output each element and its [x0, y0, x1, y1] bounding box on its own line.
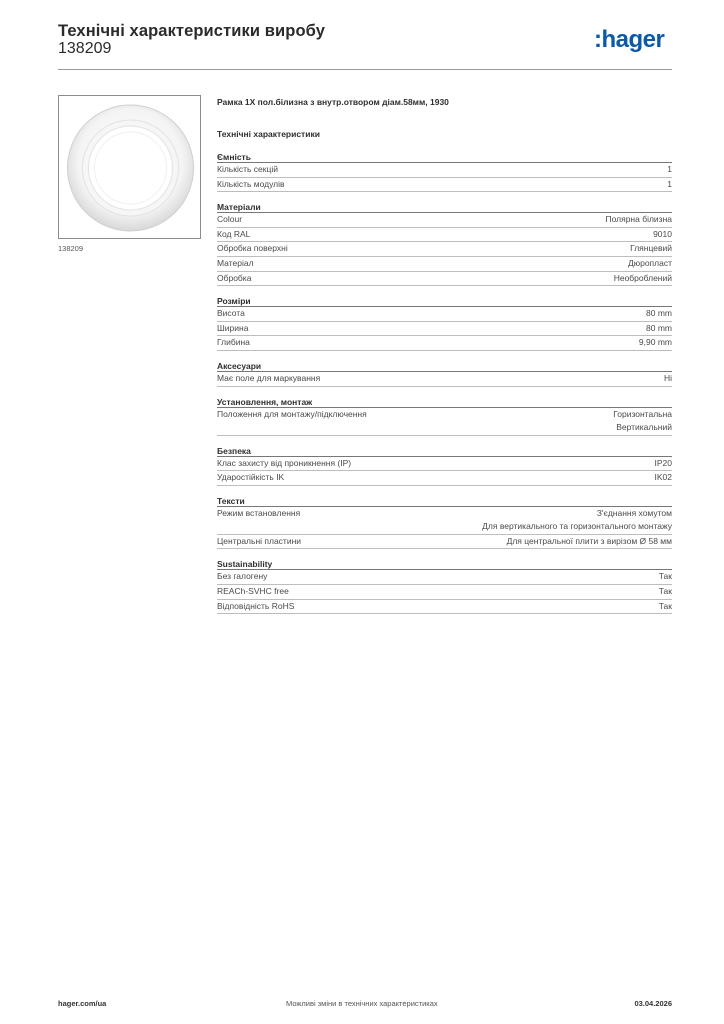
spec-value-line: Для центральної плити з вирізом Ø 58 мм [506, 535, 672, 546]
spec-value-line: 1 [667, 178, 672, 189]
spec-value-line: 9,90 mm [638, 337, 672, 348]
spec-value-line: 80 mm [646, 308, 672, 319]
spec-label: Обробка [217, 272, 252, 283]
spec-value-line: Для вертикального та горизонтального монтажу [482, 521, 672, 532]
spec-section [217, 558, 672, 614]
spec-value [628, 257, 672, 271]
spec-value [664, 372, 672, 386]
spec-value-line: IP20 [654, 457, 672, 468]
spec-row [217, 585, 672, 600]
spec-value [659, 600, 672, 614]
spec-value [614, 272, 672, 286]
product-description: Рамка 1X пол.білизна з внутр.отвором діам.58мм, 1930 [217, 97, 449, 107]
spec-value-line: Горизонтальна [613, 408, 672, 419]
section-title: Установлення, монтаж [217, 396, 672, 408]
spec-label: Висота [217, 308, 245, 319]
spec-value [507, 535, 672, 549]
spec-row [217, 213, 672, 228]
spec-value [655, 471, 673, 485]
spec-label: Без галогену [217, 571, 268, 582]
spec-label: Кількість модулів [217, 178, 285, 189]
spec-label: Ударостійкість IK [217, 472, 285, 483]
spec-row [217, 570, 672, 585]
spec-value-line: IK02 [654, 472, 672, 483]
spec-label: Обробка поверхні [217, 243, 288, 254]
footer-note: Можливі зміни в технічних характеристиках [286, 999, 438, 1008]
spec-value [667, 163, 672, 177]
page-title: Технічні характеристики виробу [58, 22, 325, 40]
spec-row [217, 471, 672, 486]
specifications [217, 96, 672, 614]
spec-value [482, 507, 672, 534]
spec-label: REACh-SVHC free [217, 585, 289, 596]
spec-value-line: З'єднання хомутом [596, 507, 672, 518]
spec-value [655, 457, 673, 471]
spec-row [217, 535, 672, 550]
spec-row [217, 408, 672, 436]
spec-section [217, 151, 672, 192]
spec-label: Має поле для маркування [217, 372, 321, 383]
spec-row [217, 242, 672, 257]
spec-row [217, 307, 672, 322]
spec-value-line: 9010 [653, 228, 672, 239]
product-image [59, 96, 202, 240]
spec-label: Матеріал [217, 257, 254, 268]
spec-value-line: Так [658, 600, 672, 611]
spec-label: Ширина [217, 322, 249, 333]
section-title: Sustainability [217, 558, 672, 570]
spec-value [646, 307, 672, 321]
spec-label: Кількість секцій [217, 164, 278, 174]
spec-value [659, 570, 672, 584]
spec-label: Центральні пластини [217, 535, 302, 546]
spec-label: Код RAL [217, 228, 251, 239]
spec-value-line: Полярна білизна [605, 214, 672, 225]
spec-value [613, 408, 672, 435]
spec-value [639, 336, 672, 350]
footer-website: hager.com/ua [58, 999, 107, 1008]
spec-value [630, 242, 672, 256]
spec-heading: Технічні характеристики [217, 129, 320, 139]
spec-value [605, 213, 672, 227]
spec-value-line: 1 [667, 164, 672, 174]
header-divider [58, 69, 672, 70]
spec-value-line: Дюропласт [627, 257, 672, 268]
spec-row [217, 272, 672, 287]
spec-value-line: Ні [663, 372, 672, 383]
spec-section [217, 295, 672, 351]
spec-row [217, 163, 672, 178]
spec-value-line: Глянцевий [630, 243, 672, 254]
spec-row [217, 257, 672, 272]
spec-section [217, 201, 672, 286]
section-title: Матеріали [217, 201, 672, 213]
spec-row [217, 372, 672, 387]
hager-logo: :hager [594, 26, 665, 53]
section-title: Ємність [217, 151, 672, 163]
section-title: Безпека [217, 445, 672, 457]
spec-value [653, 228, 672, 242]
spec-value-line: Так [658, 585, 672, 596]
spec-section [217, 360, 672, 387]
section-title: Аксесуари [217, 360, 672, 372]
spec-value-line: Так [658, 571, 672, 582]
spec-row [217, 457, 672, 472]
section-title: Розміри [217, 295, 672, 307]
spec-label: Глибина [217, 337, 250, 348]
spec-label: Colour [217, 214, 243, 225]
spec-value-line: Необроблений [613, 272, 672, 283]
image-caption: 138209 [58, 244, 84, 253]
spec-value [646, 322, 672, 336]
spec-row [217, 507, 672, 535]
section-title: Тексти [217, 495, 672, 507]
spec-row [217, 228, 672, 243]
spec-label: Клас захисту від проникнення (IP) [217, 457, 352, 468]
spec-value [659, 585, 672, 599]
spec-value-line: 80 mm [646, 322, 672, 333]
spec-sections [217, 151, 672, 614]
spec-row [217, 322, 672, 337]
product-reference: 138209 [58, 40, 112, 57]
spec-value [667, 178, 672, 192]
spec-row [217, 600, 672, 615]
spec-row [217, 178, 672, 193]
spec-label: Положення для монтажу/підключення [217, 408, 367, 419]
spec-section [217, 445, 672, 486]
spec-label: Режим встановлення [217, 507, 301, 518]
product-image-frame [58, 95, 201, 239]
spec-section [217, 396, 672, 436]
spec-label: Відповідність RoHS [217, 600, 295, 611]
footer-date: 03.04.2026 [634, 999, 672, 1008]
spec-section [217, 495, 672, 550]
spec-row [217, 336, 672, 351]
spec-value-line: Вертикальний [616, 422, 672, 433]
